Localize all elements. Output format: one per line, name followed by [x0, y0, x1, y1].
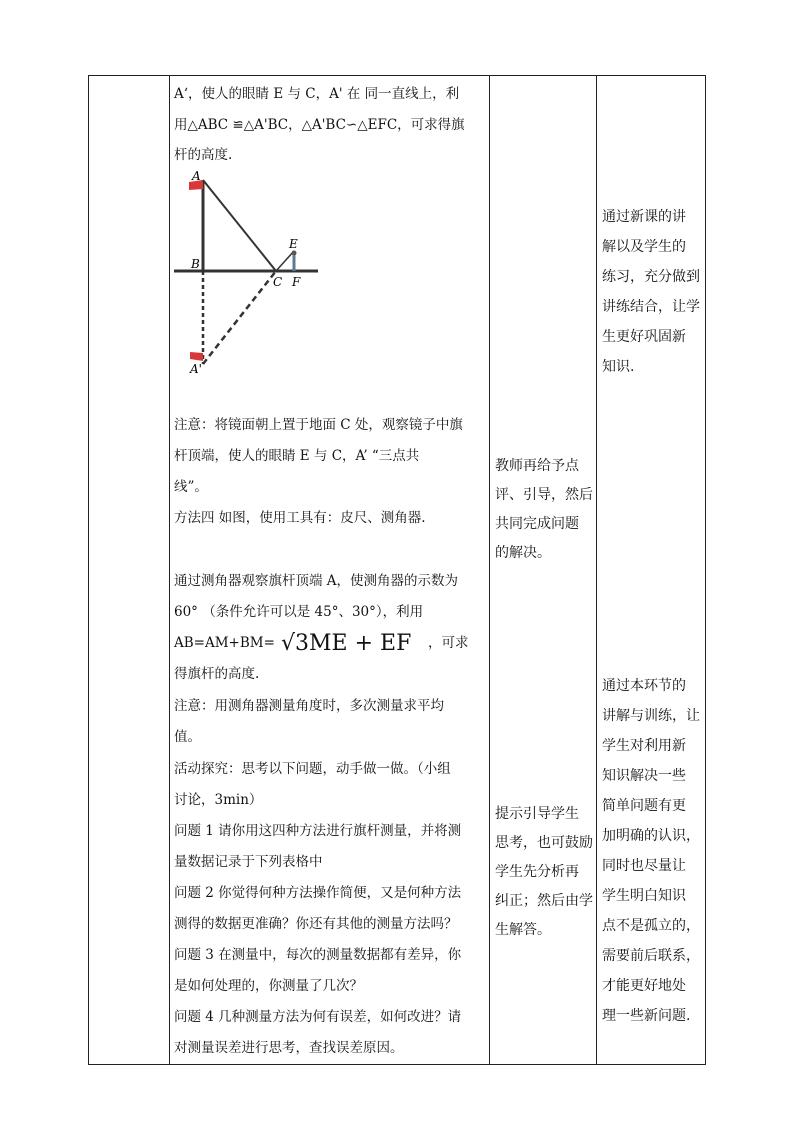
text-line: 解以及学生的 [602, 239, 686, 255]
text-line: 得旗杆的高度. [174, 666, 260, 682]
text-line: 才能更好地处 [602, 978, 686, 994]
text-line: 值。 [174, 729, 201, 745]
question-line: 问题 1 请你用这四种方法进行旗杆测量，并将测 [174, 823, 462, 839]
text-line: 教师再给予点 [495, 458, 579, 474]
column-divider [489, 76, 490, 1064]
text-line: 生更好巩固新 [602, 329, 686, 345]
teacher-guidance-block-2 [495, 800, 591, 945]
text-line: 杆的高度. [174, 147, 233, 163]
text-line: 知识解决一些 [602, 768, 686, 784]
label-f: F [292, 275, 301, 289]
text-line: 杆顶端，使人的眼睛 E 与 C，A’ “三点共 [174, 448, 420, 464]
label-b: B [191, 257, 200, 271]
text-line: 加明确的认识， [602, 828, 700, 844]
question-line: 是如何处理的，你测量了几次？ [174, 978, 363, 994]
intent-block-1 [602, 202, 704, 382]
formula-suffix: ，可求 [428, 635, 469, 651]
text-line: 评、引导，然后 [495, 487, 593, 503]
text-line: 提示引导学生 [495, 806, 579, 822]
text-line: 通过本环节的 [602, 678, 686, 694]
text-line: 点不是孤立的， [602, 918, 700, 934]
text-line: 需要前后联系， [602, 948, 700, 964]
text-line: 理一些新问题. [602, 1008, 691, 1024]
text-line: 学生对利用新 [602, 738, 686, 754]
text-line: 同时也尽量让 [602, 858, 686, 874]
text-line: 知识. [602, 359, 635, 375]
text-line: 共同完成问题 [495, 516, 579, 532]
text-line: 学生先分析再 [495, 864, 579, 880]
question-line: 问题 3 在测量中，每次的测量数据都有差异，你 [174, 947, 462, 963]
text-line: 讲练结合，让学 [602, 299, 700, 315]
text-line: 活动探究：思考以下问题，动手做一做。（小组 [174, 761, 451, 777]
text-line: 讲解与训练，让 [602, 708, 700, 724]
text-line: 线”。 [174, 479, 208, 495]
question-line: 问题 2 你觉得何种方法操作简便，又是何种方法 [174, 885, 462, 901]
intent-block-2 [602, 671, 704, 1031]
line-a-c [203, 180, 276, 271]
label-e: E [289, 237, 298, 251]
text-line: 通过测角器观察旗杆顶端 A，使测角器的示数为 [174, 573, 459, 589]
text-line: 思考，也可鼓励 [495, 835, 593, 851]
formula: √3ME + EF [281, 631, 412, 656]
text-line: 通过新课的讲 [602, 209, 686, 225]
mirror-method-figure [170, 168, 330, 380]
label-c: C [273, 275, 283, 289]
line-c-e [276, 251, 294, 271]
text-line: A‘，使人的眼睛 E 与 C，A' 在 同一直线上，利 [174, 86, 460, 102]
text-line: 生解答。 [495, 922, 551, 938]
text-line: 用△ABC ≌△A'BC，△A'BC∽△EFC，可求得旗 [174, 117, 465, 133]
text-line: 注意：用测角器测量角度时，多次测量求平均 [174, 698, 444, 714]
question-line: 对测量误差进行思考，查找误差原因。 [174, 1040, 404, 1056]
text-line: 纠正；然后由学 [495, 893, 593, 909]
column-divider [596, 76, 597, 1064]
text-line: 注意：将镜面朝上置于地面 C 处，观察镜子中旗 [174, 417, 463, 433]
text-line: 讨论，3min） [174, 792, 263, 808]
label-a-prime: A' [190, 362, 202, 376]
text-line: 练习，充分做到 [602, 269, 700, 285]
text-line: 的解决。 [495, 545, 551, 561]
question-line: 量数据记录于下列表格中 [174, 854, 323, 870]
line-aprime-c [203, 271, 276, 364]
question-line: 测得的数据更准确？你还有其他的测量方法吗？ [174, 916, 458, 932]
person-head [292, 251, 297, 256]
formula-prefix: AB=AM+BM= [174, 635, 275, 651]
text-line: 学生明白知识 [602, 888, 686, 904]
flag-bottom [190, 352, 203, 361]
method-four-line: 方法四 如图，使用工具有：皮尺、测角器. [174, 510, 426, 526]
question-line: 问题 4 几种测量方法为何有误差，如何改进？请 [174, 1009, 462, 1025]
text-line: 60° （条件允许可以是 45°、30°），利用 [174, 604, 424, 620]
label-a: A [192, 169, 201, 183]
teacher-guidance-block-1 [495, 452, 591, 568]
text-line: 简单问题有更 [602, 798, 686, 814]
